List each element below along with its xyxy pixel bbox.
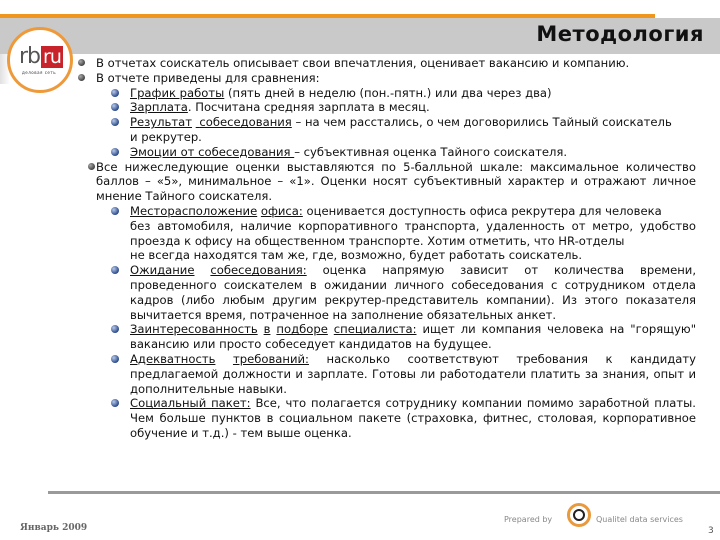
prepared-by-label: Prepared by (504, 515, 553, 524)
logo-text (19, 44, 63, 69)
bullet-icon (111, 325, 119, 333)
criterion-term: Месторасположение (130, 203, 258, 218)
intro-text: В отчетах соискатель описывает свои впечатления, оценивает вакансию и компанию. (96, 56, 630, 70)
criterion-term: в (263, 322, 271, 337)
comparison-item (96, 115, 696, 145)
logo-subtitle: деловая сеть (22, 70, 57, 75)
page-number: 3 (708, 526, 714, 536)
scale-paragraph (96, 160, 696, 204)
criterion-term: требований: (232, 351, 309, 366)
qualitel-logo-icon (567, 503, 591, 527)
rbru-logo (7, 27, 73, 93)
bullet-icon (78, 59, 85, 66)
bullet-icon (111, 89, 119, 97)
item-term: Зарплата (130, 100, 188, 115)
scale-text: Все нижеследующие оценки выставляются по 5-балльной шкале: максимальное количество баллов – «5», минимальное – «1». Оценки носят субъективный характер и отражают личное мнение Тайного соискателя. (96, 159, 696, 204)
criterion-term: специалиста: (333, 322, 417, 337)
bullet-icon (111, 266, 119, 274)
intro-bullet (96, 71, 696, 86)
item-text: . Посчитана средняя зарплата в месяц. (187, 100, 430, 115)
criterion-term: Социальный пакет: (130, 396, 251, 411)
bullet-icon (78, 74, 85, 81)
bullet-icon (111, 399, 119, 407)
comparison-item (96, 100, 696, 115)
item-text: (пять дней в неделю (пон.-пятн.) или два через два) (224, 85, 552, 100)
criterion-term: Заинтересованность (130, 322, 258, 337)
footer-divider (48, 491, 720, 494)
bullet-icon (88, 163, 95, 170)
criterion-text: насколько соответствуют требования к кандидату предлагаемой должности и зарплате. Готовы ли работодатели платить за знания, опыт и дополнительные навыки. (130, 351, 697, 396)
intro-text: В отчете приведены для сравнения: (96, 70, 320, 85)
bullet-icon (111, 103, 119, 111)
criterion-term: собеседования: (210, 263, 307, 278)
item-text: – на чем расстались, о чем договорились Тайный соискатель (291, 115, 672, 130)
item-term: График работы (130, 85, 225, 100)
item-term: Эмоции от собеседования (130, 144, 295, 159)
criterion-item (96, 263, 696, 322)
item-text: и рекрутер. (130, 129, 202, 144)
criterion-text: Все, что полагается сотруднику компании помимо заработной платы. Чем больше пунктов в социальном пакете (страховка, фитнес, столовая, корпоративное обучение и т.д.) - тем выше оценка. (130, 396, 696, 440)
bullet-icon (111, 207, 119, 215)
comparison-item (96, 86, 696, 101)
item-term: собеседования (199, 115, 292, 130)
bullet-icon (111, 148, 119, 156)
criterion-term: Адекватность (130, 351, 216, 366)
item-text: – субъективная оценка Тайного соискателя. (294, 144, 568, 159)
criterion-text: ищет ли компания человека на "горящую" вакансию или просто собеседует кандидатов на будущее. (130, 322, 697, 352)
criterion-term: офиса: (260, 203, 303, 218)
page-title: Методология (536, 22, 704, 46)
bullet-icon (111, 118, 119, 126)
company-name: Qualitel data services (596, 515, 683, 524)
criterion-item (96, 204, 696, 263)
item-term: Результат (130, 115, 193, 130)
criterion-text: оценка напрямую зависит от количества времени, проведенного соискателем в ожидании личного собеседования с сотрудником отдела кадров (либо любым другим рекрутер-представитель компании). Из этого показателя вычитается время, потраченное на заполнение обязательных анкет. (130, 263, 697, 322)
comparison-item (96, 145, 696, 160)
slide-content (96, 56, 696, 441)
intro-bullet (96, 56, 696, 71)
bullet-icon (111, 355, 119, 363)
criterion-term: подборе (276, 322, 328, 337)
criterion-text: без автомобиля, наличие корпоративного транспорта, удаленность от метро, удобство проезда к офису на общественном транспорте. Хотим отметить, что HR-отделы (130, 218, 696, 248)
footer-date: Январь 2009 (20, 523, 88, 533)
criterion-text: оценивается доступность офиса рекрутера для человека (302, 203, 662, 218)
logo-accent: ru (43, 46, 61, 68)
qualitel-logo-inner (573, 509, 585, 521)
criterion-item (96, 352, 696, 396)
criterion-item (96, 396, 696, 440)
logo-main: rb (19, 44, 41, 69)
criterion-text: не всегда находятся там же, где, возможно, будет работать соискатель. (130, 248, 583, 263)
criterion-item (96, 322, 696, 352)
criterion-term: Ожидание (130, 263, 195, 278)
